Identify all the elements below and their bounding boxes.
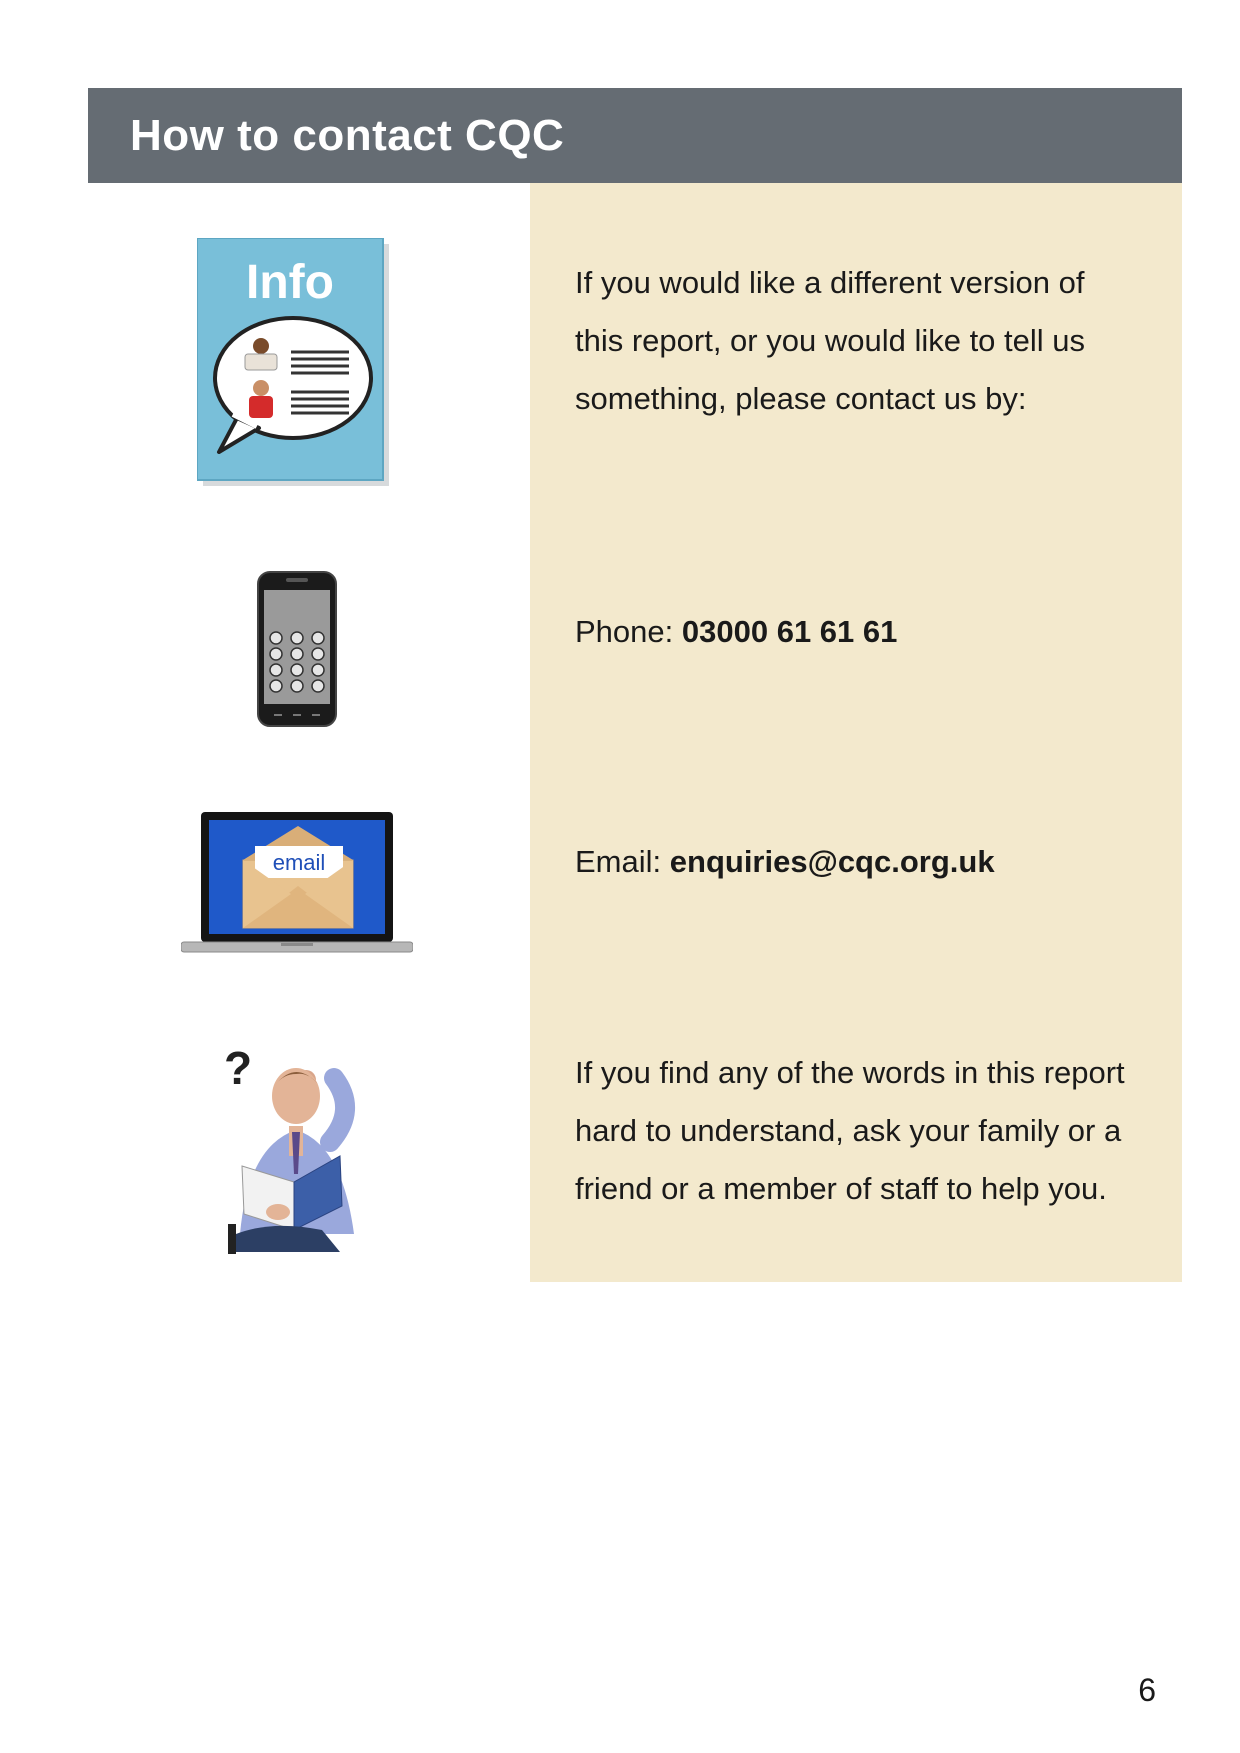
phone-number[interactable]: 03000 61 61 61 (681, 614, 898, 649)
confused-reader-icon (222, 1034, 372, 1259)
page-number: 6 (1138, 1672, 1156, 1708)
info-leaflet-icon (197, 238, 397, 499)
help-line: friend or a member of staff to help you. (575, 1171, 1107, 1206)
svg-text:Info: Info (246, 256, 334, 309)
svg-text:?: ? (223, 1042, 253, 1094)
help-text (575, 1044, 1125, 1218)
page-title: How to contact CQC (130, 110, 565, 160)
email-label: Email: (575, 844, 662, 879)
svg-text:email: email (272, 850, 326, 875)
intro-line: If you would like a different version of (575, 265, 1085, 300)
laptop-email-icon (181, 810, 413, 963)
email-line (575, 833, 995, 891)
intro-text (575, 254, 1085, 428)
help-line: hard to understand, ask your family or a (575, 1113, 1122, 1148)
email-address[interactable]: enquiries@cqc.org.uk (669, 844, 995, 879)
phone-label: Phone: (575, 614, 674, 649)
mobile-phone-icon (256, 570, 340, 735)
intro-line: this report, or you would like to tell us (575, 323, 1086, 358)
help-line: If you find any of the words in this report (575, 1055, 1125, 1090)
phone-line (575, 603, 897, 661)
header-bar (88, 88, 1182, 183)
intro-line: something, please contact us by: (575, 381, 1027, 416)
